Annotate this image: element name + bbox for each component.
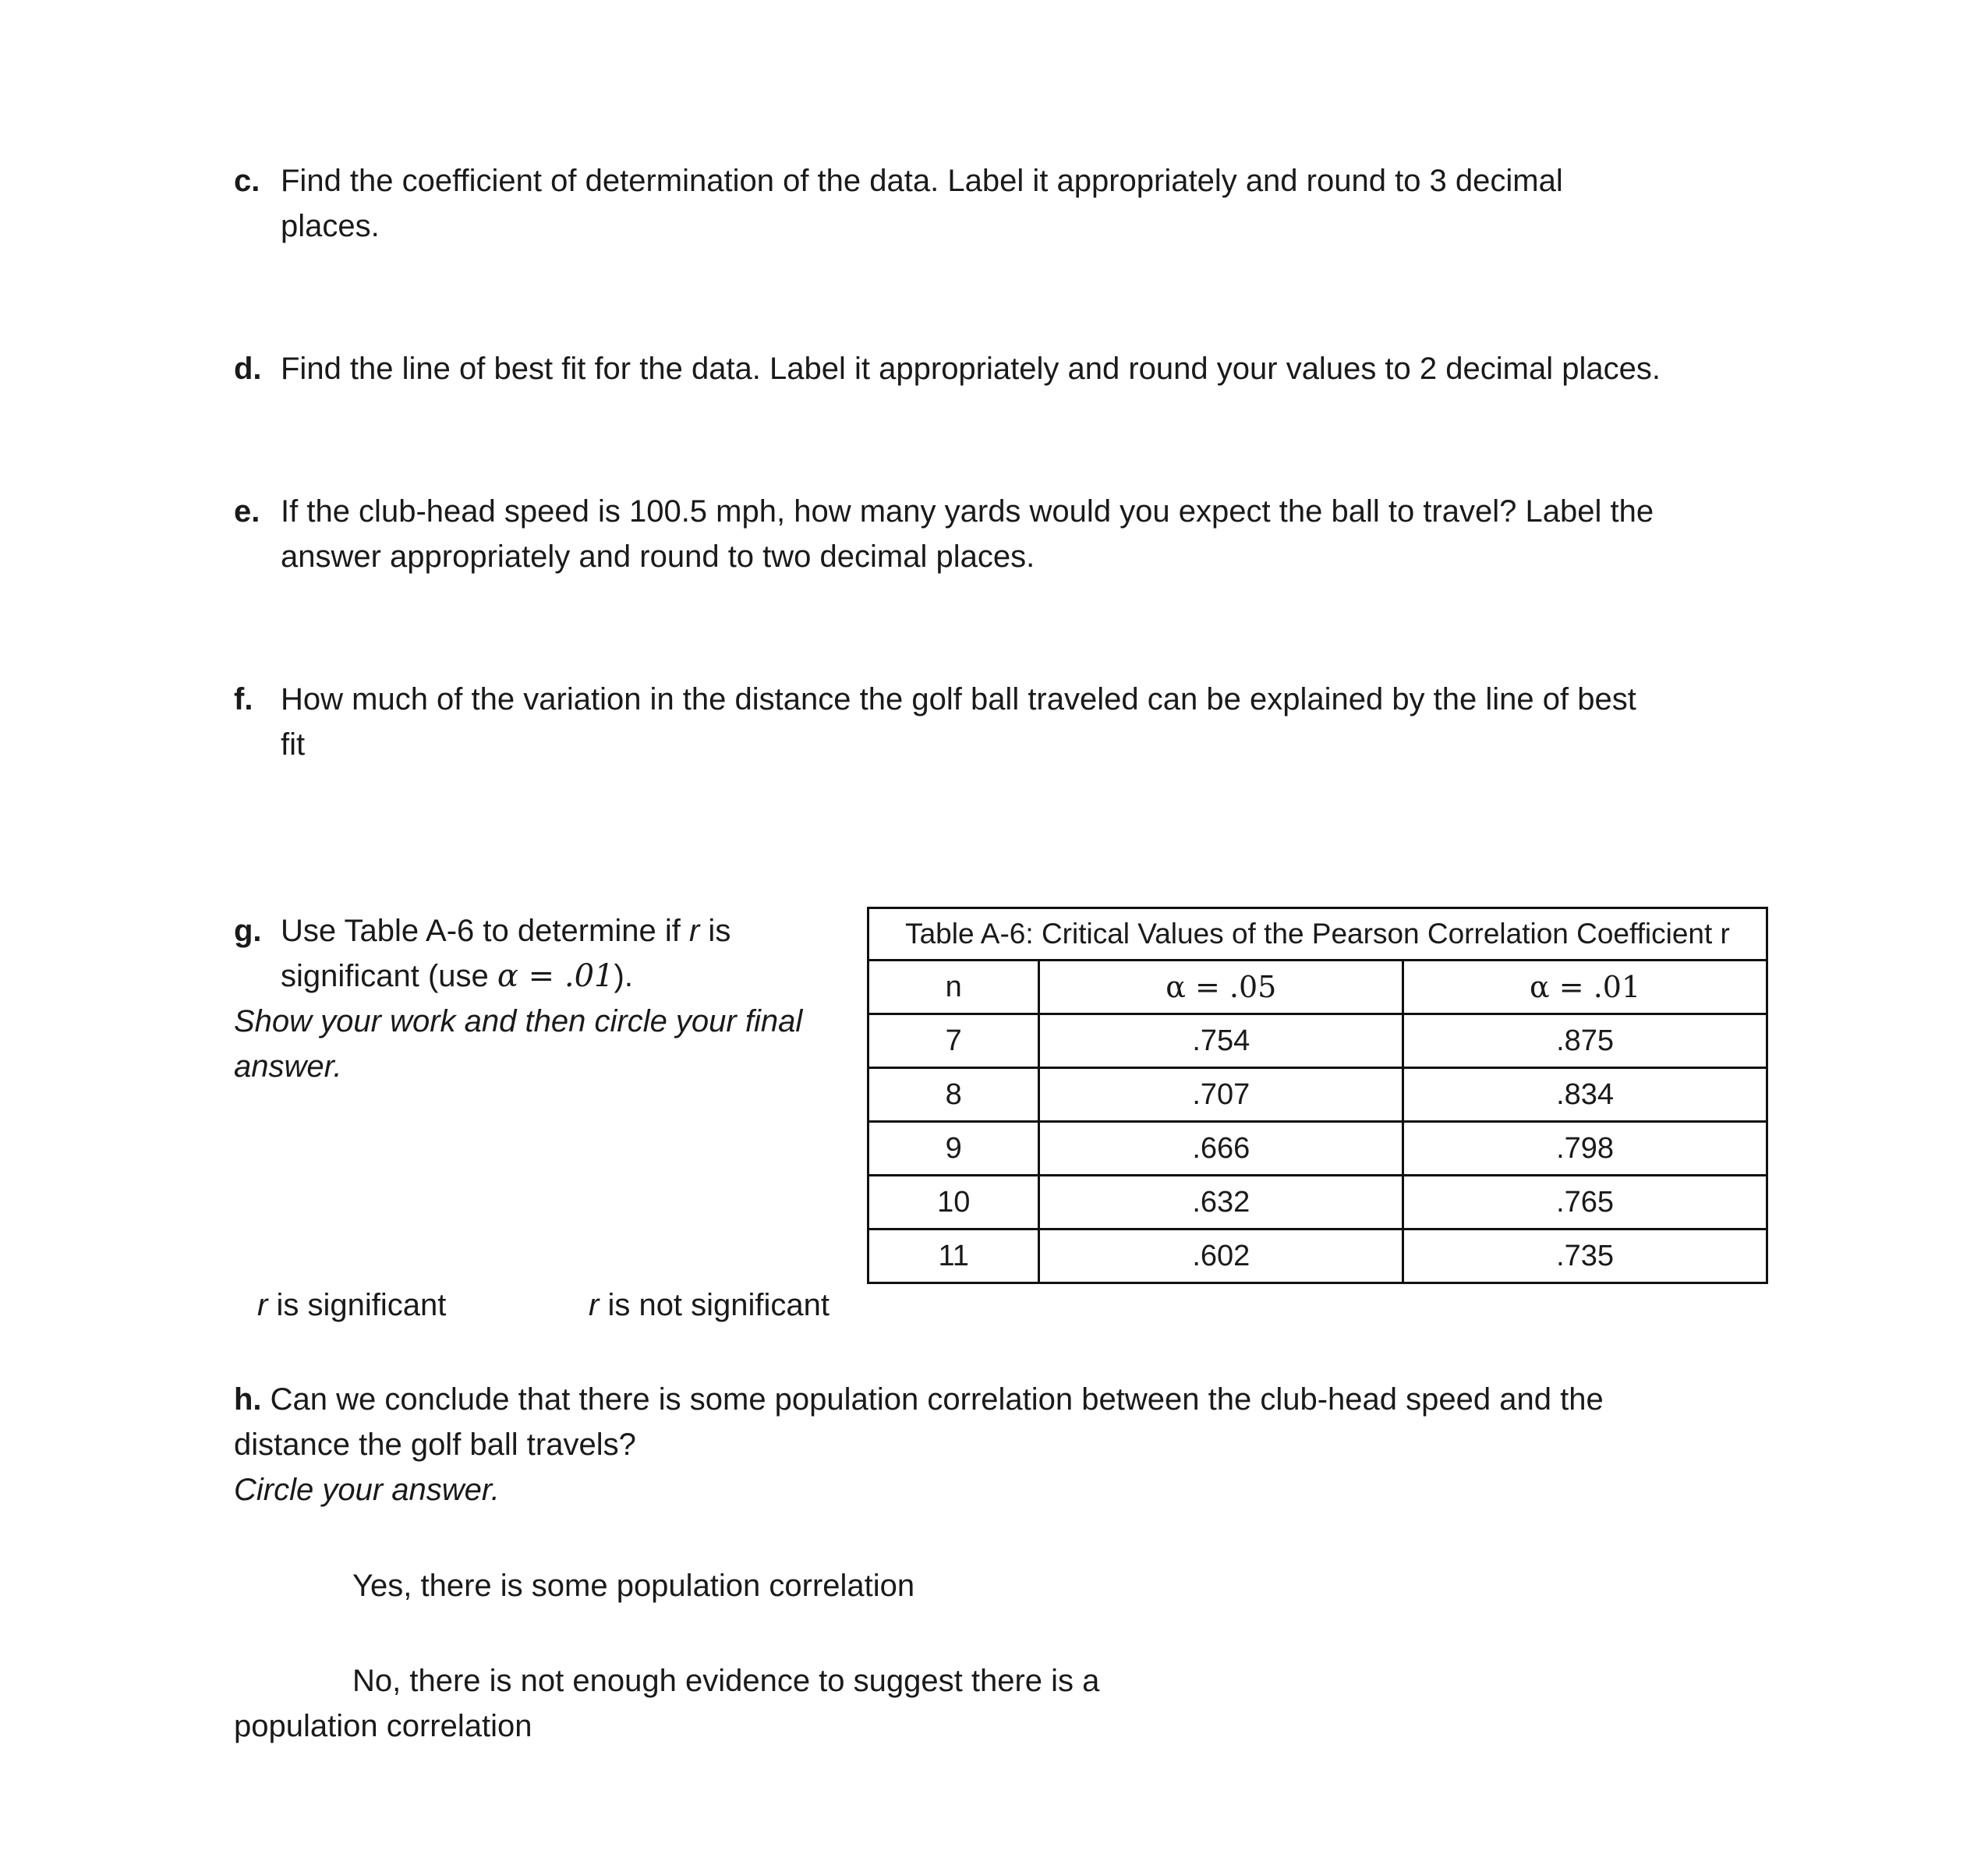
- question-f-line1: How much of the variation in the distance the golf ball traveled can be explained by the line of best: [281, 682, 1636, 716]
- question-g-text-d: ).: [614, 959, 633, 993]
- question-g: [234, 908, 730, 999]
- r-variable: r: [257, 1288, 268, 1322]
- question-g-text-b: is: [699, 914, 731, 948]
- question-h-instruction: Circle your answer.: [234, 1473, 500, 1507]
- table-cell-alpha-01: .875: [1403, 1014, 1767, 1068]
- r-variable: r: [688, 914, 700, 948]
- question-g-text-c: significant (use: [281, 959, 497, 993]
- table-header-alpha-01: α = .01: [1403, 961, 1767, 1014]
- table-cell-alpha-05: .666: [1039, 1122, 1403, 1176]
- question-g-instruction-2: answer.: [234, 1049, 342, 1084]
- table-caption: Table A-6: Critical Values of the Pearson Correlation Coefficient r: [868, 908, 1767, 961]
- question-c: [234, 158, 1563, 249]
- question-d-line1: Find the line of best fit for the data. Label it appropriately and round your values to 2 decimal places.: [281, 352, 1661, 386]
- question-g-line1: [281, 908, 730, 953]
- table-cell-n: 9: [868, 1122, 1039, 1176]
- option-r-significant[interactable]: [257, 1283, 446, 1328]
- question-g-instruction-1: Show your work and then circle your final: [234, 1004, 803, 1038]
- question-f-line2: fit: [281, 727, 306, 762]
- question-g-text-a: Use Table A-6 to determine if: [281, 914, 689, 948]
- option-r-not-significant[interactable]: [589, 1283, 830, 1328]
- option-no-line2: population correlation: [234, 1709, 532, 1743]
- question-g-line2: [281, 953, 730, 999]
- alpha-expression: α = .01: [497, 958, 614, 994]
- table-cell-alpha-05: .602: [1039, 1229, 1403, 1283]
- critical-values-table: [867, 907, 1768, 1284]
- question-c-line1: Find the coefficient of determination of the data. Label it appropriately and round to 3 decimal: [281, 164, 1563, 198]
- question-e: [234, 489, 1654, 579]
- table-header-n: n: [868, 961, 1039, 1014]
- question-h-line2: distance the golf ball travels?: [234, 1428, 636, 1462]
- question-d-label: d.: [234, 352, 262, 386]
- option-yes-correlation[interactable]: Yes, there is some population correlation: [352, 1569, 915, 1603]
- option-r-not-significant-text: is not significant: [599, 1288, 830, 1322]
- table-cell-n: 8: [868, 1068, 1039, 1122]
- table-cell-alpha-01: .765: [1403, 1176, 1767, 1229]
- table-cell-n: 7: [868, 1014, 1039, 1068]
- option-r-significant-text: is significant: [267, 1288, 447, 1322]
- table-cell-alpha-05: .707: [1039, 1068, 1403, 1122]
- r-variable: r: [589, 1288, 600, 1322]
- table-cell-alpha-01: .834: [1403, 1068, 1767, 1122]
- question-f: [234, 677, 1636, 767]
- question-h-line1: Can we conclude that there is some population correlation between the club-head speed and the: [270, 1382, 1604, 1417]
- table-header-alpha-05: α = .05: [1039, 961, 1403, 1014]
- table-cell-n: 11: [868, 1229, 1039, 1283]
- question-d: [234, 346, 1661, 391]
- table-cell-n: 10: [868, 1176, 1039, 1229]
- question-h-label: h.: [234, 1382, 262, 1417]
- question-e-line2: answer appropriately and round to two decimal places.: [281, 540, 1035, 574]
- question-f-label: f.: [234, 682, 253, 716]
- table-row: [868, 1176, 1767, 1229]
- question-c-line2: places.: [281, 209, 380, 243]
- table-cell-alpha-05: .754: [1039, 1014, 1403, 1068]
- table-cell-alpha-01: .735: [1403, 1229, 1767, 1283]
- table-cell-alpha-01: .798: [1403, 1122, 1767, 1176]
- question-g-label: g.: [234, 914, 262, 948]
- table-row: [868, 1014, 1767, 1068]
- option-no-line1: No, there is not enough evidence to suggest there is a: [352, 1664, 1100, 1698]
- table-row: [868, 1068, 1767, 1122]
- table-cell-alpha-05: .632: [1039, 1176, 1403, 1229]
- question-e-label: e.: [234, 494, 260, 529]
- question-c-label: c.: [234, 164, 260, 198]
- option-no-correlation[interactable]: [234, 1658, 1099, 1749]
- table-row: [868, 1229, 1767, 1283]
- question-e-line1: If the club-head speed is 100.5 mph, how many yards would you expect the ball to travel? Label the: [281, 494, 1654, 529]
- table-header-row: [868, 961, 1767, 1014]
- question-h: [234, 1377, 1604, 1422]
- table-caption-row: [868, 908, 1767, 961]
- table-row: [868, 1122, 1767, 1176]
